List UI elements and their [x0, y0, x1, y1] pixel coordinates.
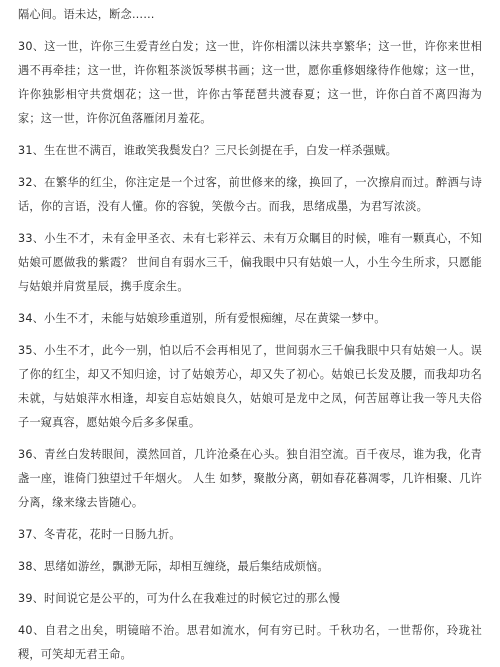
paragraph-40: 40、自君之出矣，明镜暗不治。思君如流水，何有穷已时。千秋功名，一世帮你，玲珑社稷，可笑却无君王命。 — [18, 624, 482, 661]
paragraph-33: 33、小生不才，未有金甲圣衣、未有七彩祥云、未有万众瞩目的时候，唯有一颗真心，不知姑娘可愿做我的紫霞？ 世间自有弱水三千，偏我眼中只有姑娘一人，小生今生所求，只愿能与姑娘并肩赏星辰，携手度余生。 — [18, 232, 482, 293]
paragraph-34: 34、小生不才，未能与姑娘珍重道别，所有爱恨痴缠，尽在黄粱一梦中。 — [18, 312, 386, 325]
paragraph-37: 37、冬青花，花时一日肠九折。 — [18, 528, 181, 541]
paragraph-intro: 隔心间。语未达，断念…… — [18, 8, 155, 21]
paragraph-38: 38、思绪如游丝，飘渺无际，却相互缠绕，最后集结成烦恼。 — [18, 560, 329, 573]
paragraph-32: 32、在繁华的红尘，你注定是一个过客，前世修来的缘，换回了，一次擦肩而过。醉酒与诗话，你的言语，没有人懂。你的容貌，笑傲今古。而我，思绪成墨，为君写浓淡。 — [18, 176, 482, 213]
paragraph-36: 36、青丝白发转眼间，漠然回首，几许沧桑在心头。独自泪空流。百千夜尽，谁为我，化青盏一座，谁倚门独望过千年烟火。 人生 如梦，聚散分离，朝如春花暮凋零，几许相聚、几许分离，缘来缘去皆随心。 — [18, 448, 482, 509]
paragraph-30: 30、这一世，许你三生爱青丝白发；这一世，许你相濡以沫共享繁华；这一世，许你来世相遇不再牵挂；这一世，许你粗茶淡饭琴棋书画；这一世，愿你重修姻缘待作他嫁；这一世，许你独影相守共赏烟花；这一世，许你古筝琵琶共渡春夏；这一世，许你白首不离四海为家；这一世，许你沉鱼落雁闭月羞花。 — [18, 40, 482, 125]
paragraph-31: 31、生在世不满百，谁敢笑我鬓发白？三尺长剑提在手，白发一样杀强贼。 — [18, 144, 398, 157]
paragraph-35: 35、小生不才，此今一别，怕以后不会再相见了，世间弱水三千偏我眼中只有姑娘一人。误了你的红尘，却又不知归途，讨了姑娘芳心，却又失了初心。姑娘已长发及腰，而我却功名未就，与姑娘萍水相逢，却妄自忘姑娘良久，姑娘可是龙中之凤，何苦屈尊让我一等凡夫俗子一窥真容，愿姑娘今后多多保重。 — [18, 344, 482, 429]
paragraph-39: 39、时间说它是公平的，可为什么在我难过的时候它过的那么慢 — [18, 592, 341, 605]
